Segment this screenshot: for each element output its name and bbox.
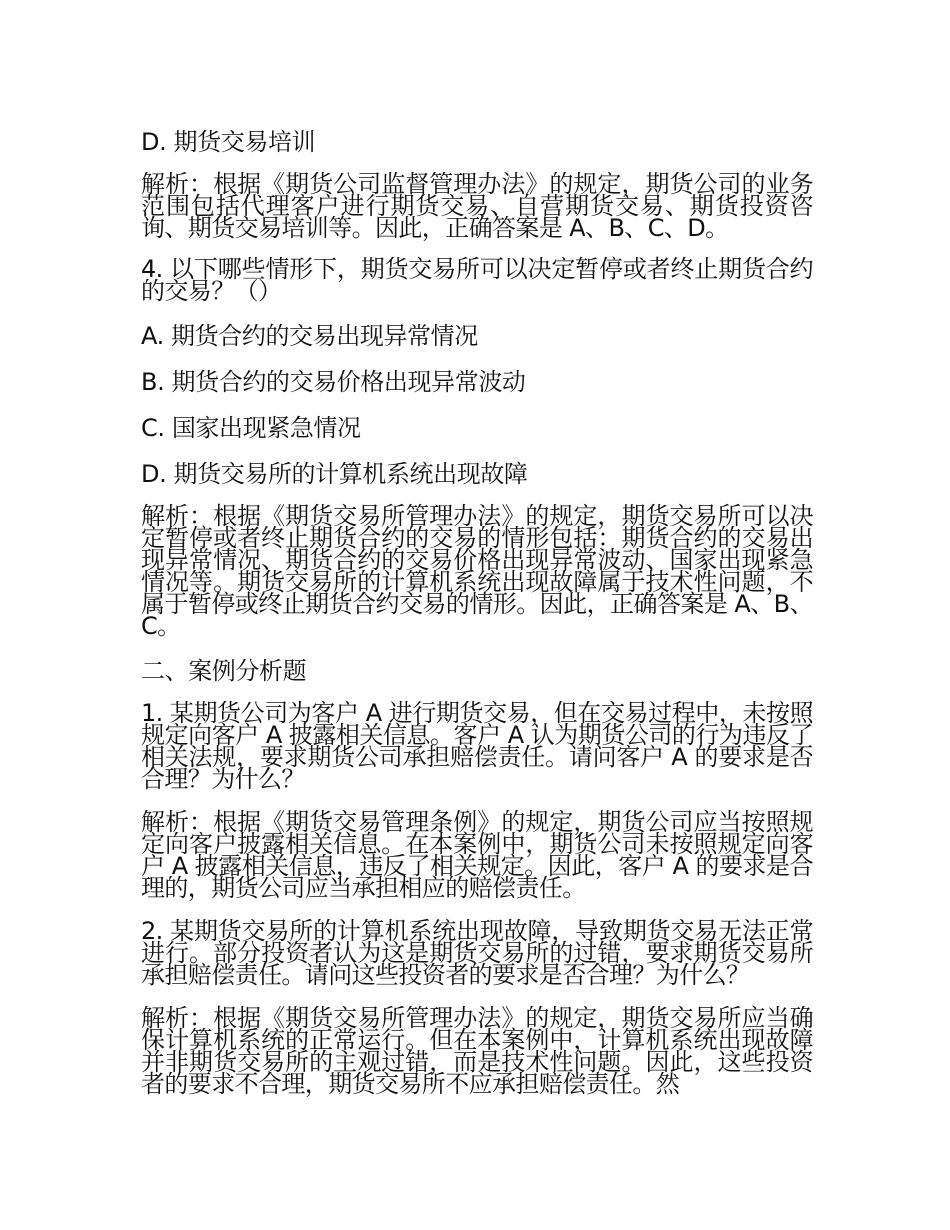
option-d-futures-training: D. 期货交易培训 [141,128,316,156]
case-question-1: 1. 某期货公司为客户 A 进行期货交易，但在交易过程中，未按照规定向客户 A 披露相关信息。客户 A 认为期货公司的行为违反了相关法规，要求期货公司承担赔偿责任。请问客户 A 的要求是否合理？为什么？ [141,699,813,793]
section-heading-case-analysis: 二、案例分析题 [141,657,307,685]
analysis-paragraph-4: 解析：根据《期货交易所管理办法》的规定，期货交易所可以决定暂停或者终止期货合约的交易的情形包括：期货合约的交易出现异常情况、期货合约的交易价格出现异常波动、国家出现紧急情况等。期货交易所的计算机系统出现故障属于技术性问题，不属于暂停或终止期货合约交易的情形。因此，正确答案是 A、B、C。 [141,502,813,640]
question-4: 4. 以下哪些情形下，期货交易所可以决定暂停或者终止期货合约的交易？（） [141,255,813,305]
analysis-paragraph-3: 解析：根据《期货公司监督管理办法》的规定，期货公司的业务范围包括代理客户进行期货交易、自营期货交易、期货投资咨询、期货交易培训等。因此，正确答案是 A、B、C、D。 [141,170,813,242]
option-a: A. 期货合约的交易出现异常情况 [141,322,478,350]
option-b: B. 期货合约的交易价格出现异常波动 [141,368,526,396]
case-analysis-1: 解析：根据《期货交易管理条例》的规定，期货公司应当按照规定向客户披露相关信息。在本案例中，期货公司未按照规定向客户 A 披露相关信息，违反了相关规定。因此，客户 A 的要求是合理的，期货公司应当承担相应的赔偿责任。 [141,808,813,902]
option-d: D. 期货交易所的计算机系统出现故障 [141,460,528,488]
option-c: C. 国家出现紧急情况 [141,414,361,442]
case-question-2: 2. 某期货交易所的计算机系统出现故障，导致期货交易无法正常进行。部分投资者认为这是期货交易所的过错，要求期货交易所承担赔偿责任。请问这些投资者的要求是否合理？为什么？ [141,917,813,989]
case-analysis-2: 解析：根据《期货交易所管理办法》的规定，期货交易所应当确保计算机系统的正常运行。但在本案例中，计算机系统出现故障并非期货交易所的主观过错，而是技术性问题。因此，这些投资者的要求不合理，期货交易所不应承担赔偿责任。然 [141,1004,813,1098]
document-page [141,127,813,1114]
